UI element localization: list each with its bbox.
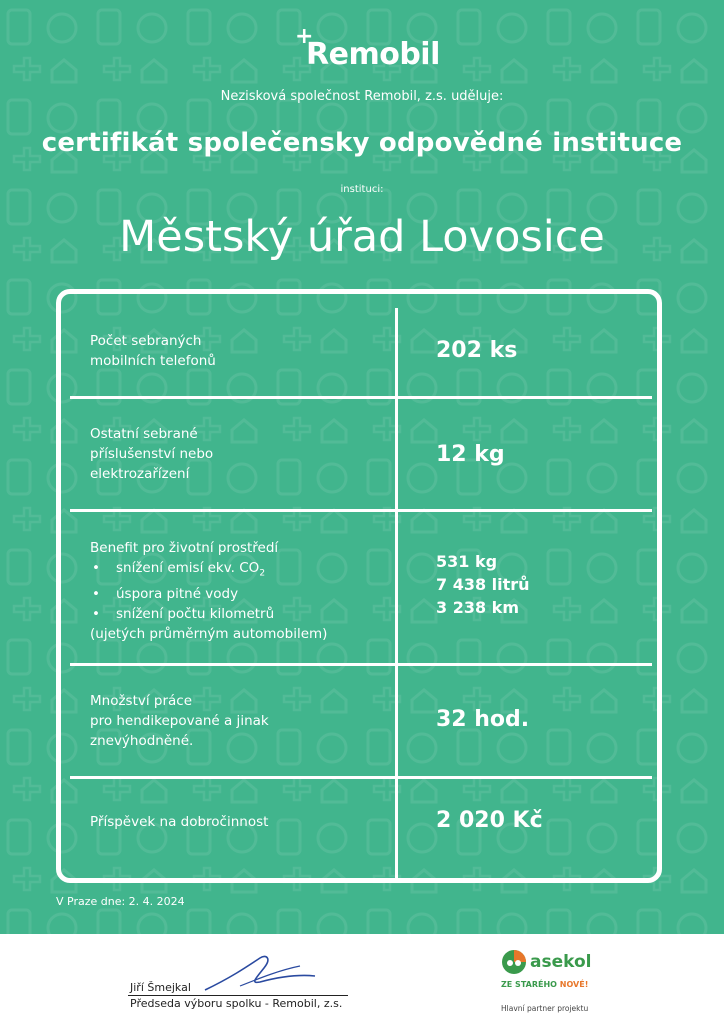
partner-tagline-part: ZE STARÉHO xyxy=(501,980,560,989)
work-label-line: pro hendikepované a jinak xyxy=(90,713,269,729)
donation-label xyxy=(90,812,268,832)
recipient-name: Městský úřad Lovosice xyxy=(119,212,605,262)
phones-label-line: Počet sebraných xyxy=(90,333,202,349)
intro-text: Nezisková společnost Remobil, z.s. uděluje: xyxy=(220,89,504,104)
benefit-value: 531 kg xyxy=(436,552,498,571)
accessories-label xyxy=(90,424,213,484)
benefit-item-text: snížení emisí ekv. CO xyxy=(116,560,260,576)
benefit-value: 7 438 litrů xyxy=(436,575,530,594)
work-label-line: znevýhodněné. xyxy=(90,733,194,749)
partner-tagline-part: NOVÉ! xyxy=(559,980,589,989)
benefit-item xyxy=(90,584,327,604)
donation-label-rest: na dobročinnost xyxy=(155,814,269,830)
partner-wordmark xyxy=(530,952,591,972)
partner-caption: Hlavní partner projektu xyxy=(501,1004,589,1013)
donation-label-strong: Příspěvek xyxy=(90,814,156,830)
benefit-item xyxy=(90,604,327,624)
table-row-divider xyxy=(70,509,652,512)
partner-tagline xyxy=(501,980,588,989)
benefit-values xyxy=(436,550,530,619)
signature-image xyxy=(200,948,320,998)
accessories-label-line: příslušenství nebo xyxy=(90,446,214,462)
benefit-item-subscript: 2 xyxy=(259,568,266,579)
donation-value: 2 020 Kč xyxy=(436,808,543,833)
benefit-note: (ujetých průměrným automobilem) xyxy=(90,625,328,642)
benefit-item xyxy=(90,558,327,584)
certificate-heading: certifikát společensky odpovědné instituce xyxy=(41,128,683,158)
benefit-value: 3 238 km xyxy=(436,598,519,617)
signatory-role: Předseda výboru spolku - Remobil, z.s. xyxy=(130,997,343,1010)
signature-line xyxy=(128,995,348,996)
benefit-list xyxy=(90,558,327,624)
benefit-title: Benefit pro životní prostředí xyxy=(90,540,279,556)
work-value: 32 hod. xyxy=(436,707,530,732)
footer-pattern xyxy=(0,934,724,1024)
benefit-label xyxy=(90,538,327,644)
table-row-divider xyxy=(70,396,652,399)
partner-logo xyxy=(500,948,610,1018)
benefit-item-text: snížení počtu kilometrů xyxy=(116,605,275,622)
institution-label: instituci: xyxy=(340,184,384,195)
logo-wordmark: Remobil xyxy=(306,37,440,72)
asekol-emblem-icon xyxy=(500,948,528,976)
work-label xyxy=(90,691,269,751)
table-column-divider xyxy=(395,308,398,882)
issue-date: V Praze dne: 2. 4. 2024 xyxy=(56,895,185,908)
benefit-item-text: úspora pitné vody xyxy=(116,585,239,602)
footer xyxy=(0,934,724,1024)
accessories-label-line: Ostatní sebrané xyxy=(90,426,198,442)
table-row-divider xyxy=(70,663,652,666)
accessories-label-line: elektrozařízení xyxy=(90,466,190,482)
signatory-name: Jiří Šmejkal xyxy=(130,981,191,994)
phones-value: 202 ks xyxy=(436,338,518,363)
partner-wordmark-part: ase xyxy=(530,952,564,972)
table-row-divider xyxy=(70,776,652,779)
partner-wordmark-part: kol xyxy=(563,952,592,972)
phones-label-line: mobilních telefonů xyxy=(90,353,216,369)
accessories-value: 12 kg xyxy=(436,442,505,467)
phones-label xyxy=(90,331,216,371)
work-label-line: Množství práce xyxy=(90,693,193,709)
logo-plus-icon: + xyxy=(295,24,314,49)
